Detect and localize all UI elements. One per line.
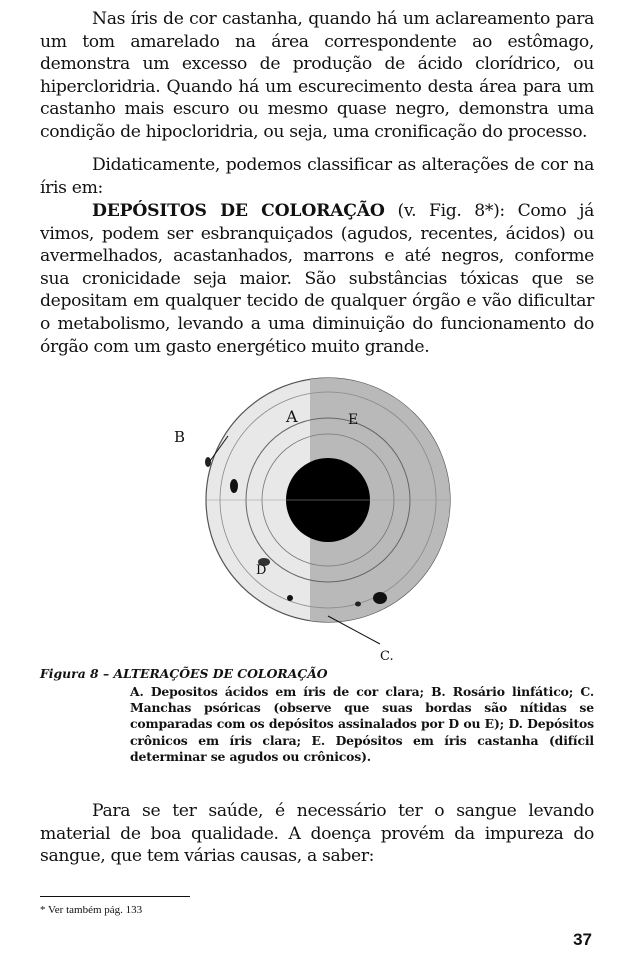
paragraph-classification [40, 154, 594, 199]
pointer-c [328, 616, 380, 644]
deposit-spot [287, 595, 293, 601]
label-a: A [286, 407, 298, 426]
section-heading: DEPÓSITOS DE COLORAÇÃO [92, 201, 385, 221]
caption-dash: – [98, 666, 114, 681]
label-e: E [348, 412, 359, 428]
figure-caption [40, 666, 594, 764]
footnote-rule [40, 896, 190, 897]
page-number: 37 [573, 930, 592, 949]
footnote: * Ver também pág. 133 [40, 904, 143, 916]
figure-reference: (v. Fig. 8*): [384, 201, 518, 221]
paragraph-text: Para se ter saúde, é necessário ter o sangue levando material de boa qualidade. A doença provém da impureza do sangue, que tem várias causas, a saber: [40, 801, 594, 867]
label-d: D [256, 563, 267, 578]
caption-label: Figura 8 [40, 666, 99, 681]
deposit-spot [205, 457, 211, 467]
caption-title: ALTERAÇÕES DE COLORAÇÃO [113, 666, 328, 681]
paragraph-health [40, 800, 594, 868]
label-c: C. [380, 649, 394, 664]
deposit-spot [373, 592, 387, 604]
paragraph-text: Didaticamente, podemos classificar as alterações de cor na íris em: [40, 155, 594, 198]
iris-drawing [150, 376, 470, 666]
paragraph-text: Nas íris de cor castanha, quando há um aclareamento para um tom amarelado na área correspondente ao estômago, demonstra um excesso de produção de ácido clorídrico, ou hipercloridria. Quando há um escurecimento desta área para um castanho mais escuro ou mesmo quase negro, demonstra uma condição de hipocloridria, ou seja, uma cronificação do processo. [40, 9, 594, 142]
caption-body: A. Depositos ácidos em íris de cor clara; B. Rosário linfático; C. Manchas psóricas (observe que suas bordas são nítidas se comparadas com os depósitos assinalados por D ou E); D. Depósitos crônicos em íris clara; E. Depósitos em íris castanha (difícil determinar se agudos ou crônicos). [130, 684, 594, 764]
paragraph-text: Como já vimos, podem ser esbranquiçados (agudos, recentes, ácidos) ou avermelhados, acastanhados, marrons e até negros, conforme sua cronicidade seja maior. São substâncias tóxicas que se depositam em qualquer tecido de qualquer órgão e vão dificultar o metabolismo, levando a uma diminuição do funcionamento do órgão com um gasto energético muito grande. [40, 201, 594, 357]
deposit-spot [230, 479, 238, 493]
deposit-spot [355, 602, 361, 607]
iris-figure [150, 376, 470, 666]
label-b: B [174, 428, 186, 446]
paragraph-hypochlorhydria [40, 8, 594, 144]
paragraph-deposits [40, 200, 594, 358]
